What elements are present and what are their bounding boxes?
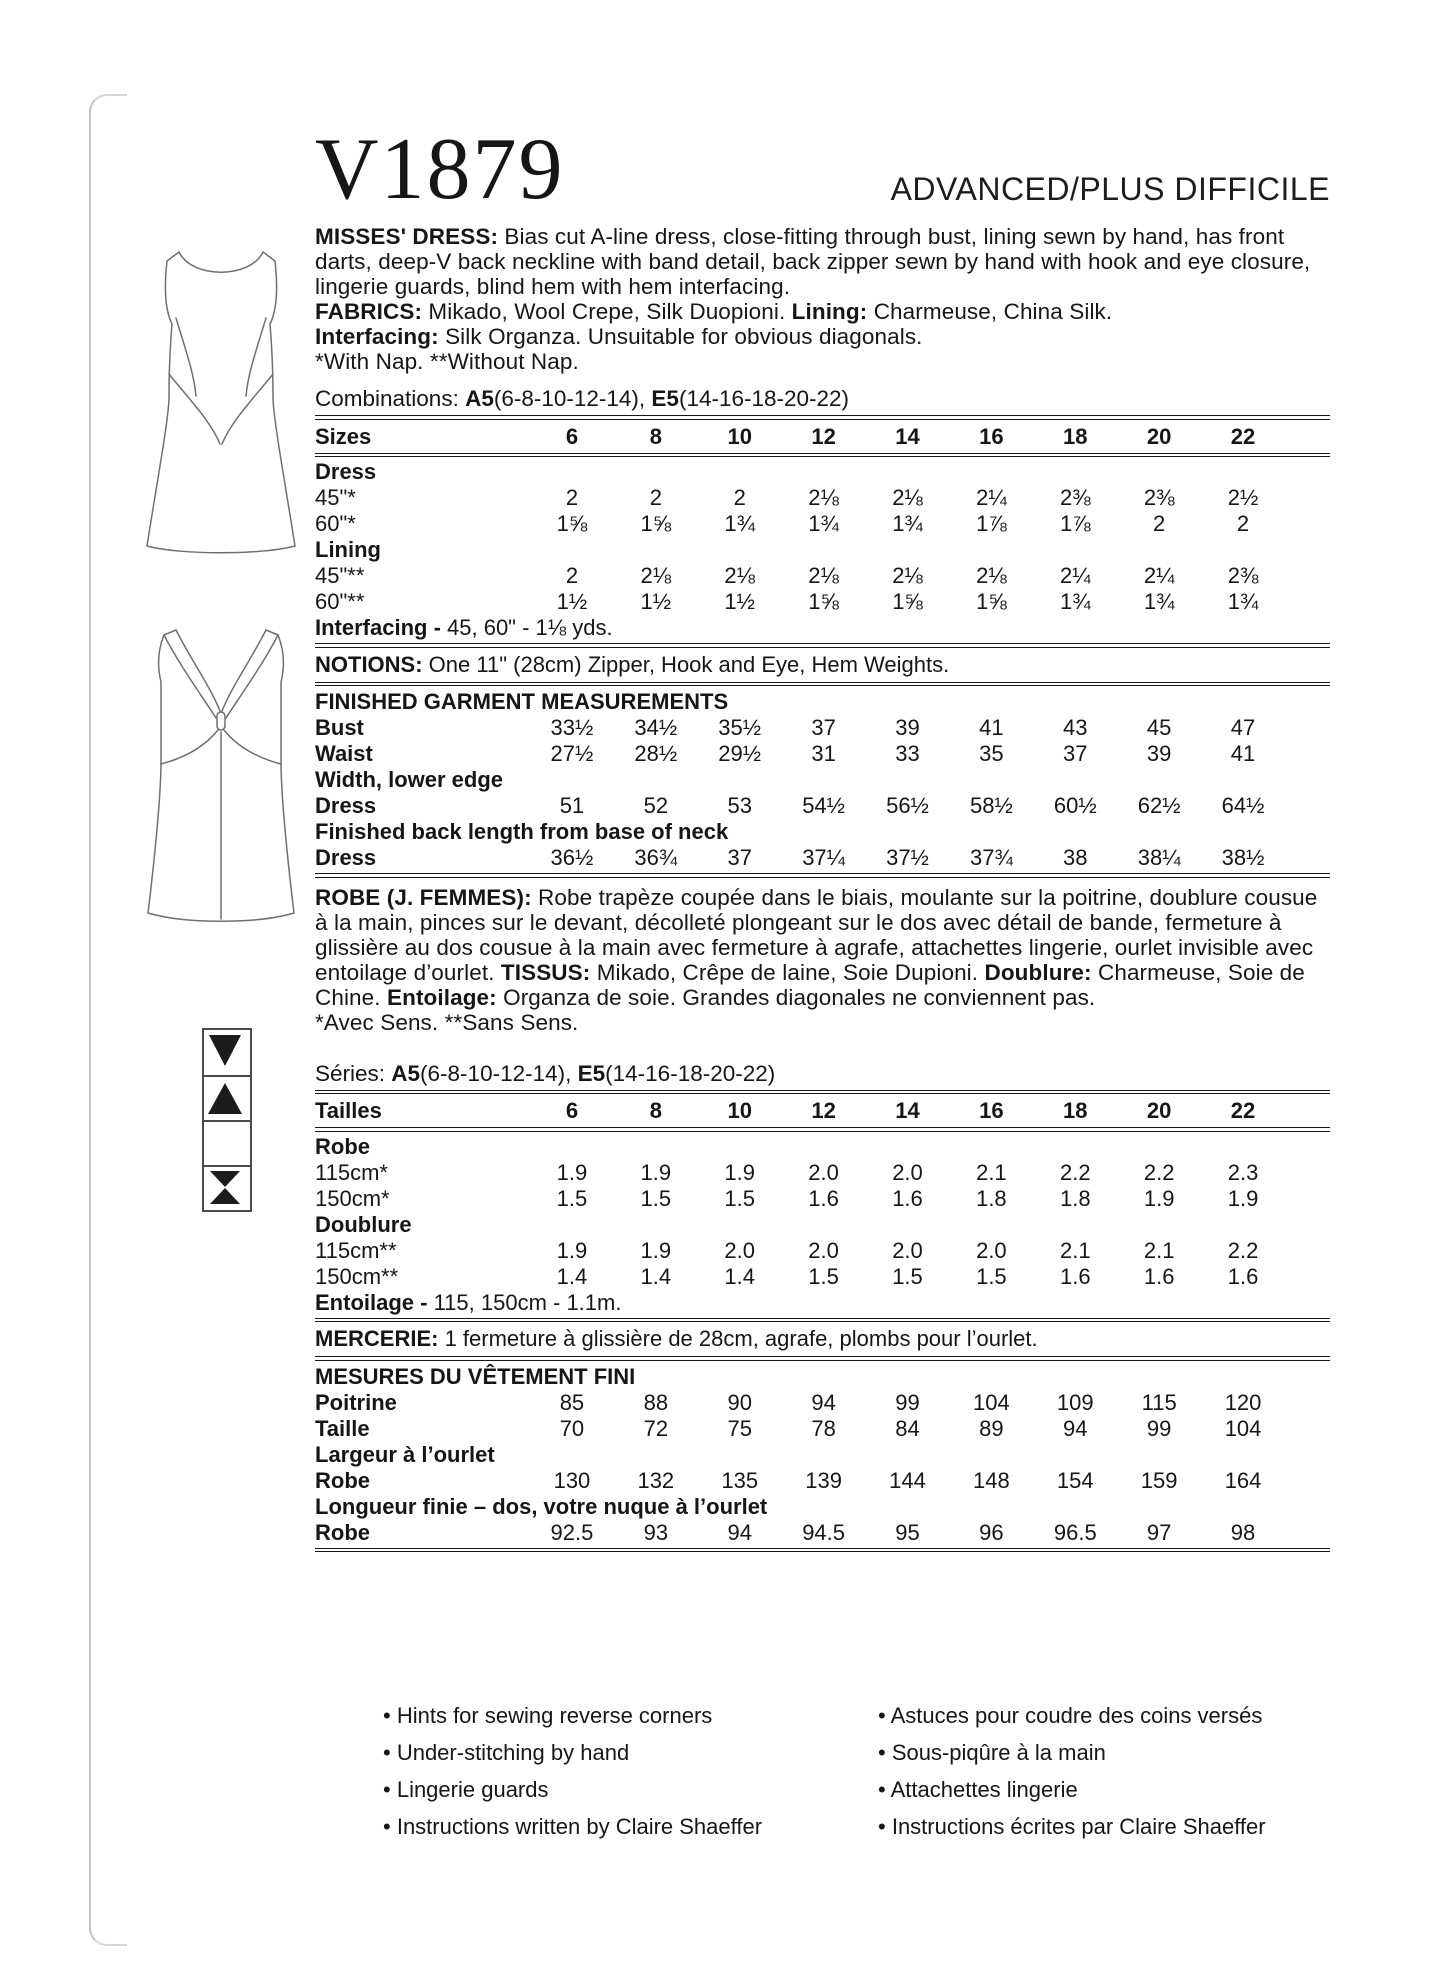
table-cell: 89 xyxy=(979,1415,1004,1441)
table-cell: 6 xyxy=(565,423,579,449)
table-cell: 39 xyxy=(895,715,920,740)
divider-rule xyxy=(315,1127,1330,1132)
mesures-title: MESURES DU VÊTEMENT FINI xyxy=(315,1363,636,1389)
table-cell: 1¾ xyxy=(1227,589,1259,614)
table-cell: 1.6 xyxy=(1227,1263,1259,1289)
nap-hourglass-icon xyxy=(204,1165,250,1210)
table-cell: 2.0 xyxy=(892,1159,923,1185)
table-cell: 1⅝ xyxy=(640,511,672,536)
table-cell: 37 xyxy=(1063,741,1088,766)
table-cell: 2.0 xyxy=(724,1237,755,1263)
table-cell: 33½ xyxy=(550,715,594,740)
table-cell: 1¾ xyxy=(724,511,755,536)
list-item: • Attachettes lingerie xyxy=(878,1771,1333,1808)
nap-blank-box xyxy=(204,1120,250,1165)
table-row-waist xyxy=(315,741,1330,767)
table-cell: 1.9 xyxy=(556,1159,588,1185)
table-cell: 1.5 xyxy=(808,1263,839,1289)
table-cell: 37¾ xyxy=(969,845,1013,870)
table-cell: 1⅞ xyxy=(976,511,1007,536)
section-label-robe: Robe xyxy=(315,1133,370,1159)
table-cell: 130 xyxy=(553,1467,591,1493)
table-cell: 159 xyxy=(1140,1467,1178,1493)
table-cell: 38½ xyxy=(1221,845,1265,870)
table-cell: 1.8 xyxy=(1059,1185,1091,1211)
table-cell: 10 xyxy=(727,423,752,449)
table-cell: 51 xyxy=(559,793,585,818)
table-cell: 18 xyxy=(1063,1098,1088,1123)
table-cell: 41 xyxy=(1230,741,1256,766)
row-label: Dress xyxy=(315,793,377,818)
row-label: 115cm** xyxy=(315,1237,397,1263)
table-cell: 52 xyxy=(643,793,669,818)
list-item: • Sous-piqûre à la main xyxy=(878,1734,1333,1771)
table-cell: 37 xyxy=(727,845,752,870)
table-cell: 58½ xyxy=(969,793,1013,818)
table-cell: 1⅝ xyxy=(976,589,1007,614)
main-content xyxy=(315,121,1330,1554)
table-cell: 1.4 xyxy=(640,1263,672,1289)
row-label: Robe xyxy=(315,1519,370,1545)
table-cell: 1.9 xyxy=(1143,1185,1175,1211)
table-cell: 27½ xyxy=(550,741,594,766)
table-cell: 135 xyxy=(721,1467,759,1493)
table-cell: 16 xyxy=(979,423,1004,449)
size-table-header-fr xyxy=(315,1096,1330,1125)
table-cell: 53 xyxy=(727,793,752,818)
table-cell: 2.0 xyxy=(808,1159,839,1185)
table-row-width-dress xyxy=(315,793,1330,819)
table-cell: 2⅜ xyxy=(1059,485,1091,510)
table-cell: 2 xyxy=(565,563,579,588)
table-cell: 2.2 xyxy=(1059,1159,1091,1185)
table-cell: 37½ xyxy=(886,845,929,870)
table-cell: 70 xyxy=(559,1415,585,1441)
table-row-dress-60 xyxy=(315,511,1330,537)
table-cell: 64½ xyxy=(1221,793,1265,818)
table-cell: 47 xyxy=(1230,715,1256,740)
table-cell: 1.4 xyxy=(724,1263,755,1289)
nap-triangle-down-icon xyxy=(204,1030,250,1075)
table-cell: 1.5 xyxy=(892,1263,923,1289)
table-row-doublure-115 xyxy=(315,1238,1330,1264)
section-label-largeur: Largeur à l’ourlet xyxy=(315,1441,495,1467)
table-cell: 2⅛ xyxy=(976,563,1007,588)
table-cell: 115 xyxy=(1141,1389,1177,1415)
table-cell: 2.3 xyxy=(1227,1159,1259,1185)
table-cell: 14 xyxy=(895,1098,920,1123)
table-cell: 1½ xyxy=(640,589,672,614)
table-cell: 2⅛ xyxy=(892,485,923,510)
nap-symbols xyxy=(202,1028,252,1212)
table-row-poitrine xyxy=(315,1390,1330,1416)
combinations-line: Combinations: A5(6-8-10-12-14), E5(14-16-18-20-22) xyxy=(315,386,850,411)
table-row-bust xyxy=(315,715,1330,741)
divider-rule xyxy=(315,873,1330,878)
row-label: 150cm* xyxy=(315,1185,390,1211)
table-cell: 2⅛ xyxy=(640,563,672,588)
table-cell: 38¼ xyxy=(1137,845,1181,870)
table-cell: 34½ xyxy=(634,715,678,740)
table-cell: 98 xyxy=(1230,1519,1256,1545)
table-cell: 22 xyxy=(1230,1098,1256,1123)
table-cell: 109 xyxy=(1056,1389,1094,1415)
feature-lists xyxy=(383,1697,1333,1845)
notions-banner: NOTIONS: One 11" (28cm) Zipper, Hook and Eye, Hem Weights. xyxy=(315,651,950,677)
table-cell: 120 xyxy=(1224,1389,1262,1415)
table-cell: 1.6 xyxy=(1059,1263,1091,1289)
list-item: • Instructions written by Claire Shaeffer xyxy=(383,1808,878,1845)
table-row-lining-45 xyxy=(315,563,1330,589)
table-cell: 62½ xyxy=(1137,793,1181,818)
table-cell: 88 xyxy=(643,1389,669,1415)
table-cell: 2⅛ xyxy=(724,563,755,588)
table-cell: 36½ xyxy=(550,845,594,870)
table-cell: 2⅛ xyxy=(808,563,839,588)
divider-rule xyxy=(315,1356,1330,1361)
entoilage-note: Entoilage - 115, 150cm - 1.1m. xyxy=(315,1289,622,1315)
table-cell: 18 xyxy=(1063,423,1088,449)
section-label-dress: Dress xyxy=(315,459,377,484)
table-cell: 99 xyxy=(895,1389,920,1415)
table-cell: 99 xyxy=(1146,1415,1172,1441)
table-cell: 2⅛ xyxy=(808,485,839,510)
table-cell: 93 xyxy=(643,1519,669,1545)
description-english: MISSES' DRESS: Bias cut A-line dress, close-fitting through bust, lining sewn by hand, has front darts, deep-V back neckline with band detail, back zipper sewn by hand with hook and eye closure, lingerie guards, blind hem with hem interfacing. FABRICS: Mikado, Wool Crepe, Silk Duopioni. Lining: Charmeuse, China Silk. Interfacing: Silk Organza. Unsuitable for obvious diagonals. *With Nap. **Without Nap. xyxy=(315,224,1311,374)
divider-rule xyxy=(315,415,1330,420)
section-label-longueur: Longueur finie – dos, votre nuque à l’ourlet xyxy=(315,1493,768,1519)
row-label: Dress xyxy=(315,845,377,870)
table-cell: 2.2 xyxy=(1227,1237,1259,1263)
table-cell: 96.5 xyxy=(1053,1519,1097,1545)
table-cell: 1.6 xyxy=(1143,1263,1175,1289)
header-row xyxy=(315,121,1330,219)
row-label: Robe xyxy=(315,1467,370,1493)
table-row-back-length-dress xyxy=(315,845,1330,871)
list-item: • Instructions écrites par Claire Shaeffer xyxy=(878,1808,1333,1845)
table-cell: 8 xyxy=(649,1098,662,1123)
table-cell: 1.9 xyxy=(640,1159,672,1185)
table-cell: 35 xyxy=(979,741,1004,766)
bullet-list-french xyxy=(878,1697,1333,1845)
table-cell: 43 xyxy=(1063,715,1088,740)
table-cell: 54½ xyxy=(802,793,846,818)
table-cell: 75 xyxy=(727,1415,752,1441)
table-cell: 2¼ xyxy=(1059,563,1091,588)
table-row-robe-150 xyxy=(315,1186,1330,1212)
table-row-robe-115 xyxy=(315,1160,1330,1186)
table-cell: 2¼ xyxy=(976,485,1007,510)
page-edge xyxy=(89,94,127,1946)
size-table-header-label-fr: Tailles xyxy=(315,1098,382,1123)
divider-rule xyxy=(315,643,1330,648)
table-cell: 2 xyxy=(649,485,662,510)
table-cell: 1½ xyxy=(556,589,588,614)
table-cell: 95 xyxy=(895,1519,920,1545)
interfacing-note: Interfacing - 45, 60" - 1⅛ yds. xyxy=(315,615,613,640)
row-label: 60"** xyxy=(315,589,365,614)
divider-rule xyxy=(315,682,1330,687)
table-cell: 84 xyxy=(895,1415,920,1441)
table-cell: 1¾ xyxy=(1059,589,1091,614)
table-cell: 56½ xyxy=(886,793,929,818)
table-cell: 16 xyxy=(979,1098,1004,1123)
table-cell: 132 xyxy=(637,1467,675,1493)
table-cell: 2¼ xyxy=(1143,563,1175,588)
row-label: 115cm* xyxy=(315,1159,388,1185)
table-row-doublure-150 xyxy=(315,1264,1330,1290)
table-cell: 1.4 xyxy=(556,1263,588,1289)
table-cell: 2.1 xyxy=(1059,1237,1091,1263)
row-label: 150cm** xyxy=(315,1263,399,1289)
list-item: • Lingerie guards xyxy=(383,1771,878,1808)
table-cell: 60½ xyxy=(1053,793,1097,818)
dress-front-line-art-svg xyxy=(140,248,302,560)
table-cell: 1.9 xyxy=(724,1159,755,1185)
section-label-doublure: Doublure xyxy=(315,1211,412,1237)
table-cell: 2 xyxy=(1153,511,1166,536)
divider-rule xyxy=(315,1318,1330,1323)
row-label: 45"** xyxy=(315,563,365,588)
table-cell: 38 xyxy=(1063,845,1088,870)
table-cell: 94.5 xyxy=(802,1519,846,1545)
table-cell: 96 xyxy=(979,1519,1004,1545)
pattern-number: V1879 xyxy=(315,121,565,219)
divider-rule xyxy=(315,1090,1330,1095)
table-cell: 1.8 xyxy=(976,1185,1007,1211)
table-cell: 1.5 xyxy=(976,1263,1007,1289)
row-label: 60"* xyxy=(315,511,356,536)
table-cell: 37 xyxy=(811,715,836,740)
table-cell: 2 xyxy=(1236,511,1250,536)
mercerie-banner: MERCERIE: 1 fermeture à glissière de 28cm, agrafe, plombs pour l’ourlet. xyxy=(315,1326,1038,1351)
row-label: Poitrine xyxy=(315,1389,397,1415)
table-cell: 41 xyxy=(979,715,1004,740)
table-row-longueur-robe xyxy=(315,1520,1330,1546)
dress-back-illustration xyxy=(140,628,302,934)
table-cell: 8 xyxy=(649,423,662,449)
table-cell: 1¾ xyxy=(808,511,839,536)
table-cell: 78 xyxy=(811,1415,836,1441)
table-cell: 1.9 xyxy=(556,1237,588,1263)
description-french: ROBE (J. FEMMES): Robe trapèze coupée dans le biais, moulante sur la poitrine, doublure cousue à la main, pinces sur le devant, décolleté plongeant sur le dos avec détail de bande, fermeture à glissière au dos cousue à la main avec fermeture à agrafe, attachettes lingerie, ourlet invisible avec entoilage d’ourlet. TISSUS: Mikado, Crêpe de laine, Soie Dupioni. Doublure: Charmeuse, Soie de Chine. Entoilage: Organza de soie. Grandes diagonales ne conviennent pas. *Avec Sens. **Sans Sens. xyxy=(315,884,1318,1035)
table-cell: 45 xyxy=(1146,715,1172,740)
dress-front-illustration xyxy=(140,248,302,560)
table-row-dress-45 xyxy=(315,485,1330,511)
table-cell: 1½ xyxy=(724,589,755,614)
bullet-list-english xyxy=(383,1697,878,1845)
table-cell: 2⅛ xyxy=(892,563,923,588)
size-table-header-label: Sizes xyxy=(315,423,372,449)
list-item: • Astuces pour coudre des coins versés xyxy=(878,1697,1333,1734)
table-cell: 1.5 xyxy=(724,1185,755,1211)
table-cell: 31 xyxy=(811,741,836,766)
table-cell: 12 xyxy=(811,423,836,449)
table-cell: 2½ xyxy=(1227,485,1259,510)
table-cell: 1.6 xyxy=(892,1185,923,1211)
table-cell: 1⅝ xyxy=(808,589,839,614)
table-cell: 92.5 xyxy=(550,1519,594,1545)
table-cell: 1⅝ xyxy=(892,589,923,614)
table-cell: 2⅜ xyxy=(1227,563,1259,588)
table-cell: 2 xyxy=(565,485,579,510)
table-row-largeur-robe xyxy=(315,1468,1330,1494)
table-cell: 94 xyxy=(727,1519,752,1545)
table-cell: 10 xyxy=(727,1098,752,1123)
table-cell: 22 xyxy=(1230,423,1256,449)
table-cell: 35½ xyxy=(718,715,762,740)
table-cell: 1.9 xyxy=(640,1237,672,1263)
table-cell: 29½ xyxy=(718,741,762,766)
series-line: Séries: A5(6-8-10-12-14), E5(14-16-18-20-22) xyxy=(315,1060,776,1086)
table-cell: 1¾ xyxy=(1143,589,1175,614)
table-cell: 2.2 xyxy=(1143,1159,1175,1185)
difficulty-label: ADVANCED/PLUS DIFFICILE xyxy=(890,171,1330,207)
table-cell: 6 xyxy=(565,1098,579,1123)
section-label-width-lower-edge: Width, lower edge xyxy=(315,767,504,792)
divider-rule xyxy=(315,1548,1330,1553)
table-row-taille xyxy=(315,1416,1330,1442)
table-cell: 85 xyxy=(559,1389,585,1415)
table-row-lining-60 xyxy=(315,589,1330,615)
table-cell: 94 xyxy=(811,1389,836,1415)
row-label: Waist xyxy=(315,741,373,766)
table-cell: 2.0 xyxy=(976,1237,1007,1263)
table-cell: 90 xyxy=(727,1389,752,1415)
table-cell: 20 xyxy=(1146,1098,1172,1123)
table-cell: 14 xyxy=(895,423,920,449)
finished-measurements-title: FINISHED GARMENT MEASUREMENTS xyxy=(315,689,729,714)
table-cell: 39 xyxy=(1146,741,1172,766)
table-cell: 154 xyxy=(1056,1467,1094,1493)
table-cell: 1.5 xyxy=(556,1185,588,1211)
table-cell: 97 xyxy=(1146,1519,1172,1545)
table-cell: 2.0 xyxy=(808,1237,839,1263)
table-cell: 164 xyxy=(1224,1467,1262,1493)
list-item: • Hints for sewing reverse corners xyxy=(383,1697,878,1734)
table-cell: 36¾ xyxy=(634,845,678,870)
divider-rule xyxy=(315,453,1330,458)
table-cell: 1.5 xyxy=(640,1185,672,1211)
table-cell: 1⅞ xyxy=(1059,511,1091,536)
size-table-header xyxy=(315,422,1330,451)
row-label: 45"* xyxy=(315,485,356,510)
table-cell: 72 xyxy=(643,1415,669,1441)
table-cell: 2.1 xyxy=(1143,1237,1175,1263)
table-cell: 33 xyxy=(895,741,920,766)
table-cell: 2 xyxy=(733,485,746,510)
table-cell: 139 xyxy=(805,1467,842,1493)
table-cell: 94 xyxy=(1063,1415,1088,1441)
table-cell: 2.1 xyxy=(976,1159,1007,1185)
table-cell: 20 xyxy=(1146,423,1172,449)
table-cell: 1⅝ xyxy=(556,511,588,536)
table-cell: 104 xyxy=(1224,1415,1262,1441)
nap-triangle-up-icon xyxy=(204,1075,250,1120)
row-label: Taille xyxy=(315,1415,370,1441)
dress-back-line-art-svg xyxy=(140,628,302,934)
row-label: Bust xyxy=(315,715,364,740)
table-cell: 37¼ xyxy=(802,845,846,870)
table-cell: 2.0 xyxy=(892,1237,923,1263)
table-cell: 1.6 xyxy=(808,1185,839,1211)
table-cell: 104 xyxy=(973,1389,1010,1415)
table-cell: 2⅜ xyxy=(1143,485,1175,510)
section-label-lining: Lining xyxy=(315,537,381,562)
table-cell: 12 xyxy=(811,1098,836,1123)
table-cell: 148 xyxy=(973,1467,1010,1493)
table-cell: 1.9 xyxy=(1227,1185,1259,1211)
section-label-back-length: Finished back length from base of neck xyxy=(315,819,729,844)
list-item: • Under-stitching by hand xyxy=(383,1734,878,1771)
table-cell: 28½ xyxy=(634,741,678,766)
table-cell: 1¾ xyxy=(892,511,923,536)
table-cell: 144 xyxy=(889,1467,926,1493)
